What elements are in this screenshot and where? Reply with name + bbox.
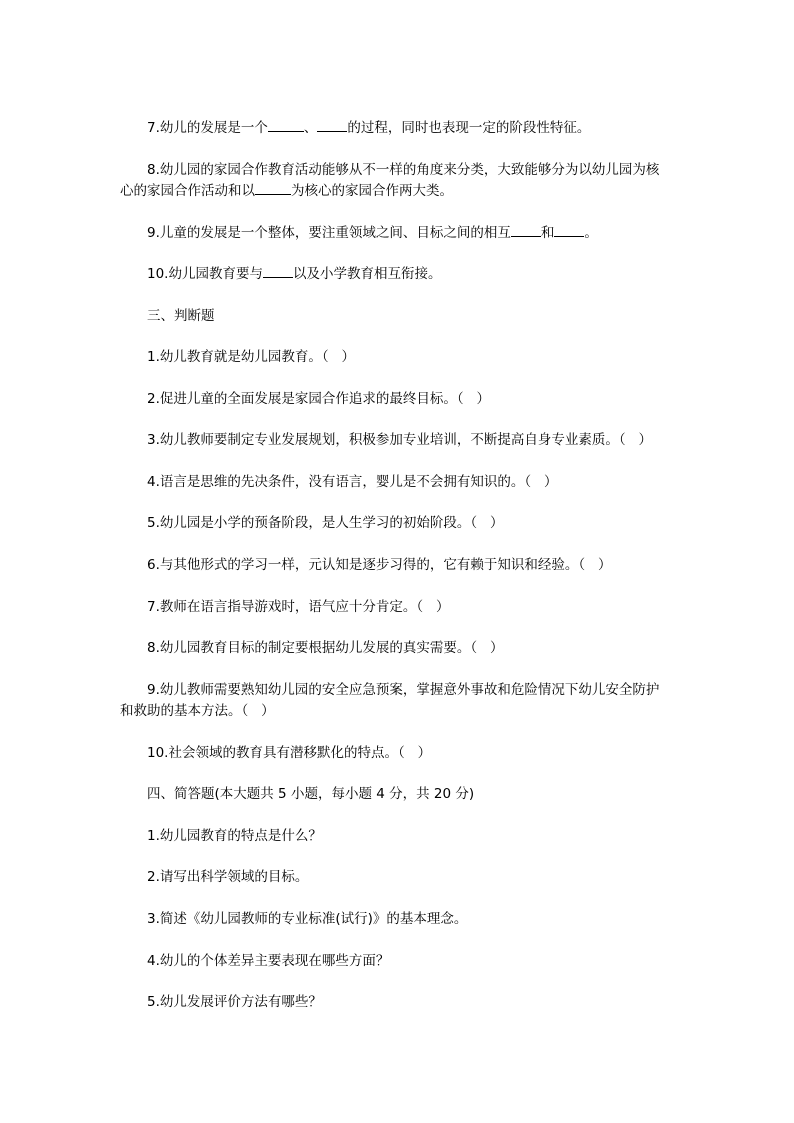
blank-line — [255, 182, 291, 195]
judge-item: 8.幼儿园教育目标的制定要根据幼儿发展的真实需要。（ ） — [147, 640, 504, 656]
q8-text-b: 为核心的家园合作两大类。 — [291, 183, 453, 199]
section-heading-short-answer: 四、简答题(本大题共 5 小题，每小题 4 分，共 20 分) — [147, 786, 475, 802]
short-answer-item: 3.简述《幼儿园教师的专业标准(试行)》的基本理念。 — [147, 911, 468, 927]
judge-item: 3.幼儿教师要制定专业发展规划，积极参加专业培训，不断提高自身专业素质。（ ） — [147, 432, 653, 448]
judge-item: 1.幼儿教育就是幼儿园教育。（ ） — [147, 349, 356, 365]
q10-text-a: 10.幼儿园教育要与 — [147, 266, 263, 282]
blank-line — [317, 119, 347, 132]
short-answer-item: 2.请写出科学领域的目标。 — [147, 869, 309, 885]
blank-line — [268, 119, 304, 132]
short-answer-item: 4.幼儿的个体差异主要表现在哪些方面？ — [147, 953, 390, 969]
fill-question-10 — [120, 264, 672, 285]
fill-question-8 — [120, 160, 672, 202]
section-heading-judge: 三、判断题 — [147, 308, 215, 324]
judge-item: 6.与其他形式的学习一样，元认知是逐步习得的，它有赖于知识和经验。（ ） — [147, 557, 612, 573]
q7-text-b: 、 — [303, 120, 318, 136]
q9-text-c: 。 — [584, 225, 598, 241]
judge-item: 4.语言是思维的先决条件，没有语言，婴儿是不会拥有知识的。（ ） — [147, 474, 558, 490]
judge-item: 2.促进儿童的全面发展是家园合作追求的最终目标。（ ） — [147, 391, 491, 407]
q7-text-a: 7.幼儿的发展是一个 — [147, 120, 268, 136]
q9-text-a: 9.儿童的发展是一个整体，要注重领域之间、目标之间的相互 — [147, 225, 511, 241]
judge-item: 10.社会领域的教育具有潜移默化的特点。（ ） — [147, 745, 432, 761]
judge-item: 7.教师在语言指导游戏时，语气应十分肯定。（ ） — [147, 599, 450, 615]
q7-text-c: 的过程，同时也表现一定的阶段性特征。 — [347, 120, 591, 136]
short-answer-item: 5.幼儿发展评价方法有哪些？ — [147, 994, 322, 1010]
blank-line — [554, 224, 584, 237]
q9-text-b: 和 — [540, 225, 555, 241]
judge-item: 9.幼儿教师需要熟知幼儿园的安全应急预案，掌握意外事故和危险情况下幼儿安全防护和救助的基本方法。（ ） — [120, 682, 660, 719]
judge-item: 5.幼儿园是小学的预备阶段，是人生学习的初始阶段。（ ） — [147, 515, 504, 531]
short-answer-item: 1.幼儿园教育的特点是什么？ — [147, 828, 322, 844]
q10-text-b: 以及小学教育相互衔接。 — [292, 266, 442, 282]
fill-question-9 — [120, 223, 672, 244]
fill-question-7 — [120, 118, 672, 139]
blank-line — [263, 265, 293, 278]
q8-text-a: 8.幼儿园的家园合作教育活动能够从不一样的角度来分类，大致能够分为以幼儿园为核心的家园合作活动和以 — [120, 162, 660, 199]
blank-line — [511, 224, 541, 237]
